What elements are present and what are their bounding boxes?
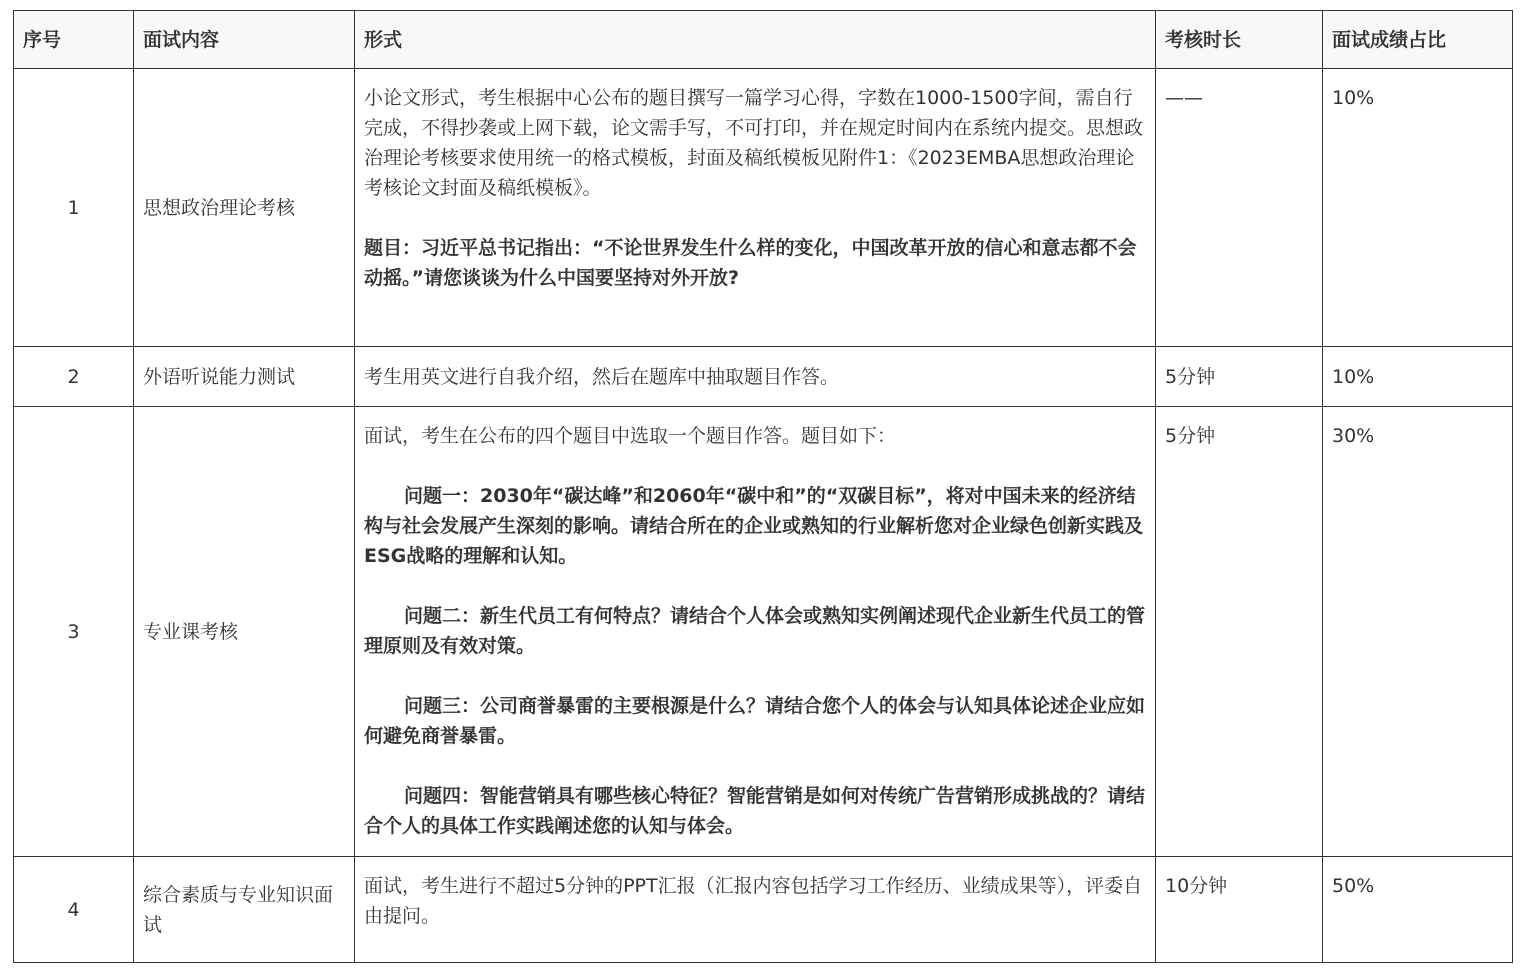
form-text: 小论文形式，考生根据中心公布的题目撰写一篇学习心得，字数在1000-1500字间，需自行完成，不得抄袭或上网下载，论文需手写，不可打印，并在规定时间内在系统内提交。思想政治理论考核要求使用统一的格式模板，封面及稿纸模板见附件1：《2023EMBA思想政治理论考核论文封面及稿纸模板》。 [364,87,1144,199]
table-row [14,857,1513,963]
row-weight: 50% [1323,857,1513,963]
form-intro: 面试，考生在公布的四个题目中选取一个题目作答。题目如下： [364,425,897,447]
question-3: 问题三：公司商誉暴雷的主要根源是什么？请结合您个人的体会与认知具体论述企业应如何避免商誉暴雷。 [364,695,1146,747]
row-content: 思想政治理论考核 [134,69,355,347]
row-duration: 10分钟 [1156,857,1323,963]
table-row [14,407,1513,857]
row-seq: 4 [14,857,134,963]
table-header-row [14,11,1513,69]
row-form: 考生用英文进行自我介绍，然后在题库中抽取题目作答。 [355,347,1156,407]
row-weight: 30% [1323,407,1513,857]
row-form [355,69,1156,347]
header-content: 面试内容 [134,11,355,69]
header-form: 形式 [355,11,1156,69]
question-1: 问题一：2030年“碳达峰”和2060年“碳中和”的“双碳目标”，将对中国未来的经济结构与社会发展产生深刻的影响。请结合所在的企业或熟知的行业解析您对企业绿色创新实践及ESG战略的理解和认知。 [364,485,1144,567]
row-weight: 10% [1323,69,1513,347]
question-2: 问题二：新生代员工有何特点？请结合个人体会或熟知实例阐述现代企业新生代员工的管理原则及有效对策。 [364,605,1146,657]
row-content: 专业课考核 [134,407,355,857]
form-question: 题目：习近平总书记指出：“不论世界发生什么样的变化，中国改革开放的信心和意志都不会动摇。”请您谈谈为什么中国要坚持对外开放? [364,237,1137,289]
row-content: 外语听说能力测试 [134,347,355,407]
table-row [14,347,1513,407]
row-seq: 1 [14,69,134,347]
row-weight: 10% [1323,347,1513,407]
row-seq: 3 [14,407,134,857]
header-seq: 序号 [14,11,134,69]
row-duration: —— [1156,69,1323,347]
interview-table [13,10,1513,963]
table-row [14,69,1513,347]
header-weight: 面试成绩占比 [1323,11,1513,69]
row-duration: 5分钟 [1156,347,1323,407]
row-duration: 5分钟 [1156,407,1323,857]
row-form: 面试，考生进行不超过5分钟的PPT汇报（汇报内容包括学习工作经历、业绩成果等），评委自由提问。 [355,857,1156,963]
row-content: 综合素质与专业知识面试 [134,857,355,963]
interview-table-wrapper [13,10,1512,963]
question-4: 问题四：智能营销具有哪些核心特征？智能营销是如何对传统广告营销形成挑战的？请结合个人的具体工作实践阐述您的认知与体会。 [364,785,1146,837]
row-seq: 2 [14,347,134,407]
header-duration: 考核时长 [1156,11,1323,69]
row-form [355,407,1156,857]
